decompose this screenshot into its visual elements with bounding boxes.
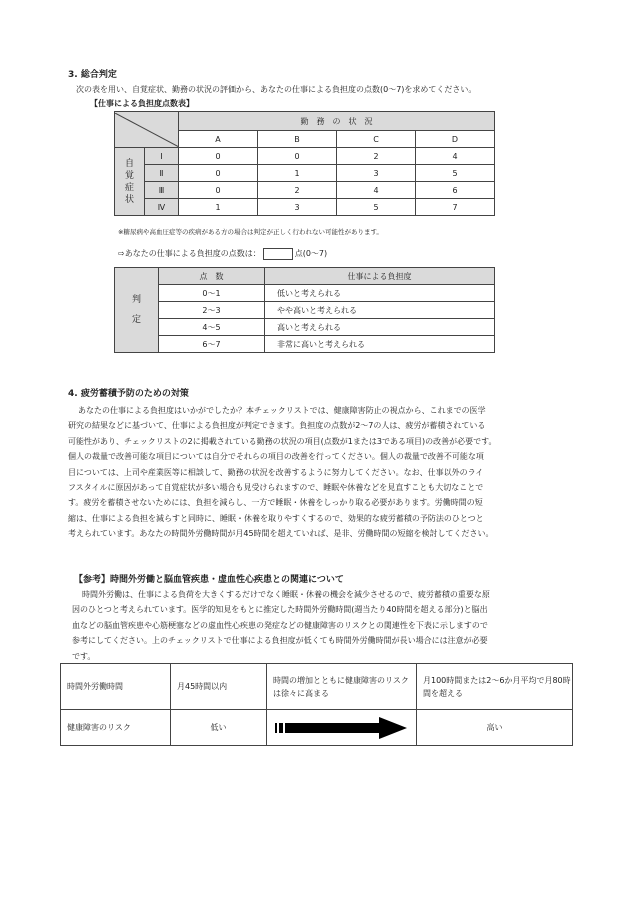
score-table-caption: 【仕事による負担度点数表】 (90, 99, 194, 108)
right-arrow-icon (275, 717, 409, 739)
column-header-a: A (179, 131, 258, 148)
paragraph-line: 参考にしてください。上のチェックリストで仕事による負担度が低くても時間外労働時間が長い場合には注意が必要 (72, 636, 488, 646)
row-header: Ⅳ (145, 199, 179, 216)
overtime-mid: 時間の増加とともに健康障害のリスクは徐々に高まる (267, 664, 417, 710)
points-cell: 6〜7 (159, 336, 265, 353)
score-cell: 1 (258, 165, 337, 182)
reference-heading: 【参考】時間外労働と脳血管疾患・虚血性心疾患との関連について (74, 575, 344, 585)
section3-intro: 次の表を用い、自覚症状、勤務の状況の評価から、あなたの仕事による負担度の点数(0〜7)を求めてください。 (76, 85, 477, 94)
paragraph-line: 個人の裁量で改善可能な項目については自分でそれらの項目の改善を行ってください。個人の裁量で改善不可能な項 (68, 452, 484, 462)
load-cell: 高いと考えられる (265, 319, 495, 336)
overtime-risk-table (60, 663, 573, 746)
score-cell: 4 (416, 148, 495, 165)
score-cell: 2 (258, 182, 337, 199)
score-cell: 4 (337, 182, 416, 199)
paragraph-line: フスタイルに原因があって自覚症状が多い場合も見受けられますので、睡眠や休養などを見直すことも大切なことで (68, 483, 484, 493)
paragraph-line: 目については、上司や産業医等に相談して、勤務の状況を改善するように努力してください。なお、仕事以外のライ (68, 467, 484, 477)
column-header-d: D (416, 131, 495, 148)
judgment-label: 判 定 (115, 268, 159, 353)
overtime-label: 時間外労働時間 (61, 664, 171, 710)
score-cell: 7 (416, 199, 495, 216)
paragraph-line: 研究の結果などに基づいて、仕事による負担度が判定できます。負担度の点数が2〜7の人は、疲労が蓄積されている (68, 421, 486, 431)
column-header-b: B (258, 131, 337, 148)
score-cell: 0 (179, 165, 258, 182)
section4-body (68, 403, 496, 542)
risk-high: 高い (417, 710, 573, 746)
row-header: Ⅰ (145, 148, 179, 165)
paragraph-line: あなたの仕事による負担度はいかがでしたか？本チェックリストでは、健康障害防止の視点から、これまでの医学 (78, 406, 486, 415)
points-cell: 4〜5 (159, 319, 265, 336)
table-corner-cell (115, 112, 179, 148)
score-cell: 0 (179, 148, 258, 165)
score-table (114, 111, 495, 216)
score-cell: 3 (337, 165, 416, 182)
row-header: Ⅲ (145, 182, 179, 199)
load-header: 仕事による負担度 (265, 268, 495, 285)
overtime-low: 月45時間以内 (171, 664, 267, 710)
score-cell: 5 (416, 165, 495, 182)
overtime-high: 月100時間または2〜6か月平均で月80時間を超える (417, 664, 573, 710)
score-cell: 3 (258, 199, 337, 216)
score-prompt: ⇨あなたの仕事による負担度の点数は： 点(0〜7) (118, 249, 328, 258)
paragraph-line: 考えられています。あなたの時間外労働時間が月45時間を超えていれば、是非、労働時間の短縮を検討してください。 (68, 529, 494, 539)
paragraph-line: 時間外労働は、仕事による負荷を大きくするだけでなく睡眠・休養の機会を減少させるので、疲労蓄積の重要な原 (82, 590, 490, 599)
score-cell: 0 (258, 148, 337, 165)
load-cell: 非常に高いと考えられる (265, 336, 495, 353)
load-cell: やや高いと考えられる (265, 302, 495, 319)
risk-low: 低い (171, 710, 267, 746)
score-cell: 5 (337, 199, 416, 216)
paragraph-line: 因のひとつと考えられています。医学的知見をもとに推定した時間外労働時間(週当たり40時間を超える部分)と脳出 (72, 605, 488, 615)
risk-label: 健康障害のリスク (61, 710, 171, 746)
column-header-c: C (337, 131, 416, 148)
points-header: 点 数 (159, 268, 265, 285)
judgment-table (114, 267, 495, 353)
reference-body (72, 587, 490, 664)
symptom-label: 自 覚 症 状 (115, 148, 145, 216)
paragraph-line: 可能性があり、チェックリストの2に掲載されている勤務の状況の項目(点数が1または3である項目)の改善が必要です。 (68, 436, 497, 446)
diagonal-line (115, 113, 179, 147)
score-cell: 2 (337, 148, 416, 165)
load-cell: 低いと考えられる (265, 285, 495, 302)
section3-heading: 3. 総合判定 (68, 70, 117, 80)
paragraph-line: 血などの脳血管疾患や心筋梗塞などの虚血性心疾患の発症などの健康障害のリスクとの関連性を下表に示しますので (72, 620, 488, 630)
work-status-header: 勤 務 の 状 況 (179, 112, 495, 131)
score-cell: 0 (179, 182, 258, 199)
points-cell: 0〜1 (159, 285, 265, 302)
score-input-box[interactable] (263, 248, 293, 260)
disease-footnote: ※糖尿病や高血圧症等の疾病がある方の場合は判定が正しく行われない可能性があります。 (118, 228, 383, 236)
risk-arrow-cell (267, 710, 417, 746)
section4-heading: 4. 疲労蓄積予防のための対策 (68, 389, 189, 399)
paragraph-line: 縮は、仕事による負担を減らすと同時に、睡眠・休養を取りやすくするので、効果的な疲労蓄積の予防法のひとつと (68, 513, 484, 523)
score-cell: 1 (179, 199, 258, 216)
paragraph-line: す。疲労を蓄積させないためには、負担を減らし、一方で睡眠・休養をしっかり取る必要があります。労働時間の短 (68, 498, 483, 508)
points-cell: 2〜3 (159, 302, 265, 319)
score-cell: 6 (416, 182, 495, 199)
row-header: Ⅱ (145, 165, 179, 182)
paragraph-line: です。 (72, 651, 96, 661)
